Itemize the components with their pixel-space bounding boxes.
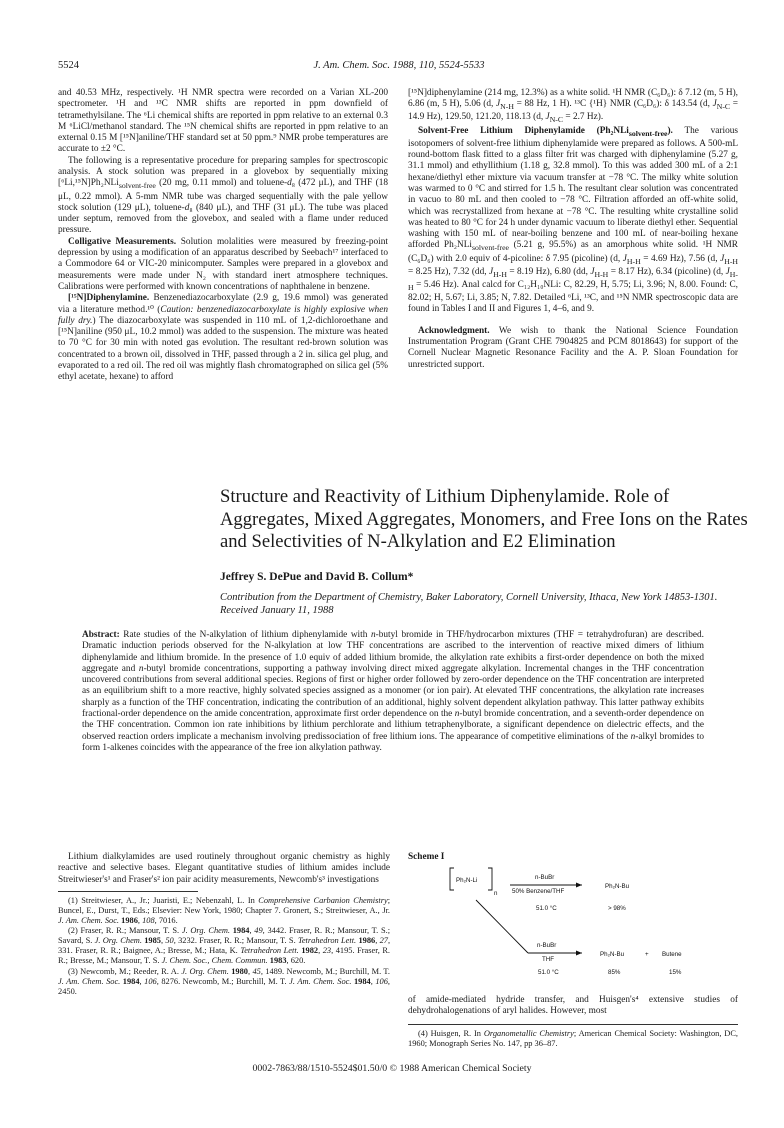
bottom-reagent-label: n-BuBr	[537, 942, 557, 949]
footnotes-right	[408, 1029, 738, 1049]
footnote-rule	[58, 891, 198, 892]
footnote-2: (2) Fraser, R. R.; Mansour, T. S. J. Org. Chem. 1984, 49, 3442. Fraser, R. R.; Mansour, T. S.; Savard, S. J. Org. Chem. 1985, 50, 3232. Fraser, R. R.; Mansour, T. S. Tetrahedron Lett. 1986, 27, 331. Fraser, R. R.; Baignee, A.; Bresse, M.; Hata, K. Tetrahedron Lett. 1982, 23, 4195. Fraser, R. R.; Bresse, M.; Mansour, T. S. J. Chem. Soc., Chem. Commun. 1983, 620.	[58, 926, 391, 966]
top-solvent-label: 50% Benzene/THF	[512, 888, 565, 895]
scheme-drawing	[440, 865, 740, 983]
bottom-solvent-label: THF	[542, 956, 555, 963]
abstract	[82, 630, 704, 754]
page-number: 5524	[58, 60, 79, 71]
body-left-column	[58, 852, 390, 997]
page-footer: 0002-7863/88/1510-5524$01.50/0 © 1988 American Chemical Society	[252, 1063, 532, 1074]
paragraph-colligative: Colligative Measurements. Solution molalities were measured by freezing-point depression by using a modification of an apparatus described by Seebach¹⁷ interfaced to a Commodore 64 or VIC-20 minicomputer. Samples were prepared in a glovebox and measurements were made under N₂ with standard inert atmosphere techniques. Calibrations were performed with known concentrations of naphthalene in benzene.	[58, 236, 388, 292]
bottom-product-label: Ph₂N-Bu	[600, 951, 625, 958]
top-product-label: Ph₂N-Bu	[605, 883, 630, 890]
article-authors: Jeffrey S. DePue and David B. Collum*	[220, 571, 414, 583]
journal-citation: J. Am. Chem. Soc. 1988, 110, 5524-5533	[313, 60, 485, 71]
top-left-column	[58, 88, 388, 384]
paragraph-nmr-methods: and 40.53 MHz, respectively. ¹H NMR spectra were recorded on a Varian XL-200 spectrometer. ¹H and ¹³C NMR shifts are reported in ppm downfield of tetramethylsilane. The ⁶Li chemical shifts are reported in ppm relative to an external 0.3 M ⁶LiCl/methanol standard. The ¹⁵N chemical shifts are reported in ppm relative to an external 0.15 M [¹⁵N]aniline/THF standard set at 50 ppm.⁹ NMR probe temperatures are accurate to ±2 °C.	[58, 88, 388, 155]
footnote-1: (1) Streitwieser, A., Jr.; Juaristi, E.; Nebenzahl, L. In Comprehensive Carbanion Chemistry; Buncel, E., Durst, T., Eds.; Elsevier: New York, 1980; Chapter 7. Gronert, S.; Streitwieser, A., Jr. J. Am. Chem. Soc. 1986, 108, 7016.	[58, 895, 391, 926]
scheme-label: Scheme I	[408, 852, 445, 862]
top-temperature-label: 51.0 °C	[536, 905, 557, 912]
section-heading-diphenylamine: [¹⁵N]Diphenylamine.	[68, 293, 150, 304]
paragraph-acknowledgment: Acknowledgment. We wish to thank the National Science Foundation Instrumentation Program (Grant CHE 7904825 and PCM 8018643) for support of the Cornell Nuclear Magnetic Resonance Facility and the A. P. Sloan Foundation for unrestricted support.	[408, 325, 738, 370]
section-heading-colligative: Colligative Measurements.	[68, 236, 177, 247]
reactant-label: Ph₂N-Li	[456, 877, 478, 884]
top-yield-label: > 98%	[608, 905, 626, 912]
abstract-heading: Abstract:	[82, 630, 120, 640]
reaction-scheme	[440, 865, 740, 983]
plus-sign: +	[645, 951, 649, 958]
aggregation-subscript: n	[494, 890, 498, 897]
abstract-text: Rate studies of the N-alkylation of lithium diphenylamide with n-butyl bromide in THF/hydrocarbon mixtures (THF = tetrahydrofuran) are described. Dramatic induction periods observed for the N-alkylation at low THF concentrations are ascribed to the intervention of reactive mixed dimers of lithium diphenylamide and lithium bromide. In the presence of 1.0 equiv of added lithium bromide, the alkylation rate exhibits a first-order dependence on both the mixed aggregate and n-butyl bromide concentrations, supporting a pathway involving direct mixed aggregate alkylation. Incremental changes in the THF concentration uncovered contributions from several additional species. Regions of first or higher order followed by zero-order dependence on the THF concentration are interpreted as an equilibrium shift to a more reactive, highly solvated species assigned as a monomer (or ion pair). At elevated THF concentrations, the alkylation rate increases sharply as a function of the THF concentration, indicating the contribution of an additional, highly solvent dependent alkylation pathway. This latter pathway exhibits fractional-order dependence on the amide concentration, approximate first order dependence on the n-butyl bromide concentration, and a seventh-order dependence on the THF concentration. Common ion rate inhibitions by lithium perchlorate and lithium tetraphenylborate, a significant dependence on dielectric effects, and the observed reaction orders implicate a mechanism involving predissociation of free lithium ions. The appearance of competitive eliminations of the n-alkyl bromides to form 1-alkenes coincides with the appearance of the free ion alkylation pathway.	[82, 630, 705, 753]
footnote-4: (4) Huisgen, R. In Organometallic Chemistry; American Chemical Society: Washington, DC, 1960; Monograph Series No. 147, pp 36–87.	[408, 1028, 739, 1048]
top-arrowhead	[576, 883, 582, 888]
bottom-arrowhead	[576, 951, 582, 956]
left-bracket	[450, 868, 454, 890]
bottom-product2-label: Butene	[662, 951, 682, 958]
paragraph-solvent-free: Solvent-Free Lithium Diphenylamide (Ph₂NLi$_{solvent-free}$). The various isotopomers of solvent-free lithium diphenylamide were prepared as follows. A 500-mL round-bottom flask fitted to a glass filter frit was charged with diphenylamine (5.27 g, 31.1 mmol) and ethyllithium (1.18 g, 32.8 mmol). To this was added 300 mL of a 2:1 hexane/diethyl ether mixture via vacuum transfer at −78 °C. The milky white solution was warmed to 0 °C and stirred for 1.5 h. The resultant clear solution was concentrated in vacuo to 80 mL and then cooled to −78 °C. Filtration afforded an off-white solid, which was recrystallized from hexane at −78 °C. The resulting white crystalline solid was heated to 80 °C for 24 h under dynamic vacuum to liberate diethyl ether. Sequential washing with 150 mL of near-boiling benzene and 100 mL of near-boiling hexane afforded Ph₂NLi$_{solvent-free}$ (5.21 g, 95.5%) as an amorphous white solid. ¹H NMR (C₆D₆) with 2.0 equiv of 4-picoline: δ 7.95 (picoline) (d, $J_{H-H} = 4.69$ Hz), 7.56 (d, $J_{H-H} = 8.25$ Hz), 7.32 (dd, $J_{H-H} = 8.19$ Hz), 6.80 (dd, $J_{H-H} = 8.17$ Hz), 6.34 (picoline) (d, $J_{H-H} = 5.46$ Hz). Anal calcd for C₁₂H₁₀NLi: C, 82.29, H, 5.75; Li, 3.96; N, 8.00. Found: C, 82.02; H, 5.67; Li, 3.85; N, 7.82. Detailed ⁶Li, ¹³C, and ¹⁵N NMR spectroscopic data are found in Tables I and II and Figures 1, 4–6, and 9.	[408, 125, 739, 315]
paragraph-diphenylamine-nmr: [¹⁵N]diphenylamine (214 mg, 12.3%) as a white solid. ¹H NMR (C₆D₆): δ 7.12 (m, 5 H), 6.86 (m, 5 H), 5.06 (d, $J_{N-H} = 88$ Hz, 1 H). ¹³C {¹H} NMR (C₆D₆): δ 143.54 (d, $J_{N-C} = 14.9$ Hz), 129.50, 121.20, 118.13 (d, $J_{N-C} = 2.7$ Hz).	[408, 88, 738, 125]
top-reagent-label: n-BuBr	[535, 874, 555, 881]
article-title: Structure and Reactivity of Lithium Diphenylamide. Role of Aggregates, Mixed Aggregates, Monomers, and Free Ions on the Rates and Selectivities of N-Alkylation and E2 Elimination	[220, 486, 748, 552]
bottom-yield2-label: 15%	[669, 969, 682, 976]
section-heading-solvent-free: Solvent-Free Lithium Diphenylamide (Ph₂NLi$_{solvent-free}$).	[418, 125, 673, 138]
body-right-column	[408, 995, 738, 1049]
footnotes-left	[58, 896, 390, 997]
footnote-3: (3) Newcomb, M.; Reeder, R. A. J. Org. Chem. 1980, 45, 1489. Newcomb, M.; Burchill, M. T. J. Am. Chem. Soc. 1984, 106, 8276. Newcomb, M.; Burchill, M. T. J. Am. Chem. Soc. 1984, 106, 2450.	[58, 966, 390, 996]
top-right-column	[408, 88, 738, 371]
right-bracket	[488, 868, 492, 890]
paragraph-sample-prep: The following is a representative procedure for preparing samples for spectroscopic analysis. A stock solution was prepared in a glovebox by sequentially mixing [⁶Li,¹⁵N]Ph₂NLi$_{solvent-free}$ (20 mg, 0.11 mmol) and toluene-d₈ (472 μL), and THF (18 μL, 0.22 mmol). A 5-mm NMR tube was charged sequentially with the pale yellow stock solution (129 μL), toluene-d₈ (840 μL), and THF (31 μL). The tube was placed under septum, removed from the glovebox, and sealed with a flame under reduced pressure.	[58, 155, 388, 236]
paragraph-intro: Lithium dialkylamides are used routinely throughout organic chemistry as highly reactive and selective bases. Elegant quantitative studies of lithium amides include Streitwieser's¹ and Fraser's² ion pair acidity measurements, Newcomb's³ investigations	[58, 852, 390, 885]
branch-line	[476, 900, 528, 953]
section-heading-acknowledgment: Acknowledgment.	[418, 325, 490, 336]
paragraph-continuation: of amide-mediated hydride transfer, and Huisgen's⁴ extensive studies of dehydrohalogenations of aryl halides. However, most	[408, 995, 738, 1017]
bottom-temperature-label: 51.0 °C	[538, 969, 559, 976]
running-header	[58, 60, 740, 76]
paragraph-diphenylamine: [¹⁵N]Diphenylamine. Benzenediazocarboxylate (2.9 g, 19.6 mmol) was generated via a literature method.¹⁰ (Caution: benzenediazocarboxylate is highly explosive when fully dry.) The diazocarboxylate was suspended in 110 mL of 1,2-dichloroethane and [¹⁵N]aniline (950 μL, 10.2 mmol) was added to the suspension. The mixture was heated to 70 °C for 30 min with noted gas evolution. The resultant red-brown solution was concentrated to a brown oil, dissolved in THF, passed through a 2 in. silica gel plug, and evaporated to a red oil. The red oil was mightly flash chromatographed on silica gel (5% ethyl acetate, hexane) to afford	[58, 293, 388, 383]
bottom-yield1-label: 85%	[608, 969, 621, 976]
footnote-rule-right	[408, 1024, 738, 1025]
article-affiliation: Contribution from the Department of Chemistry, Baker Laboratory, Cornell University, Ithaca, New York 14853-1301. Received January 11, 1988	[220, 592, 718, 616]
